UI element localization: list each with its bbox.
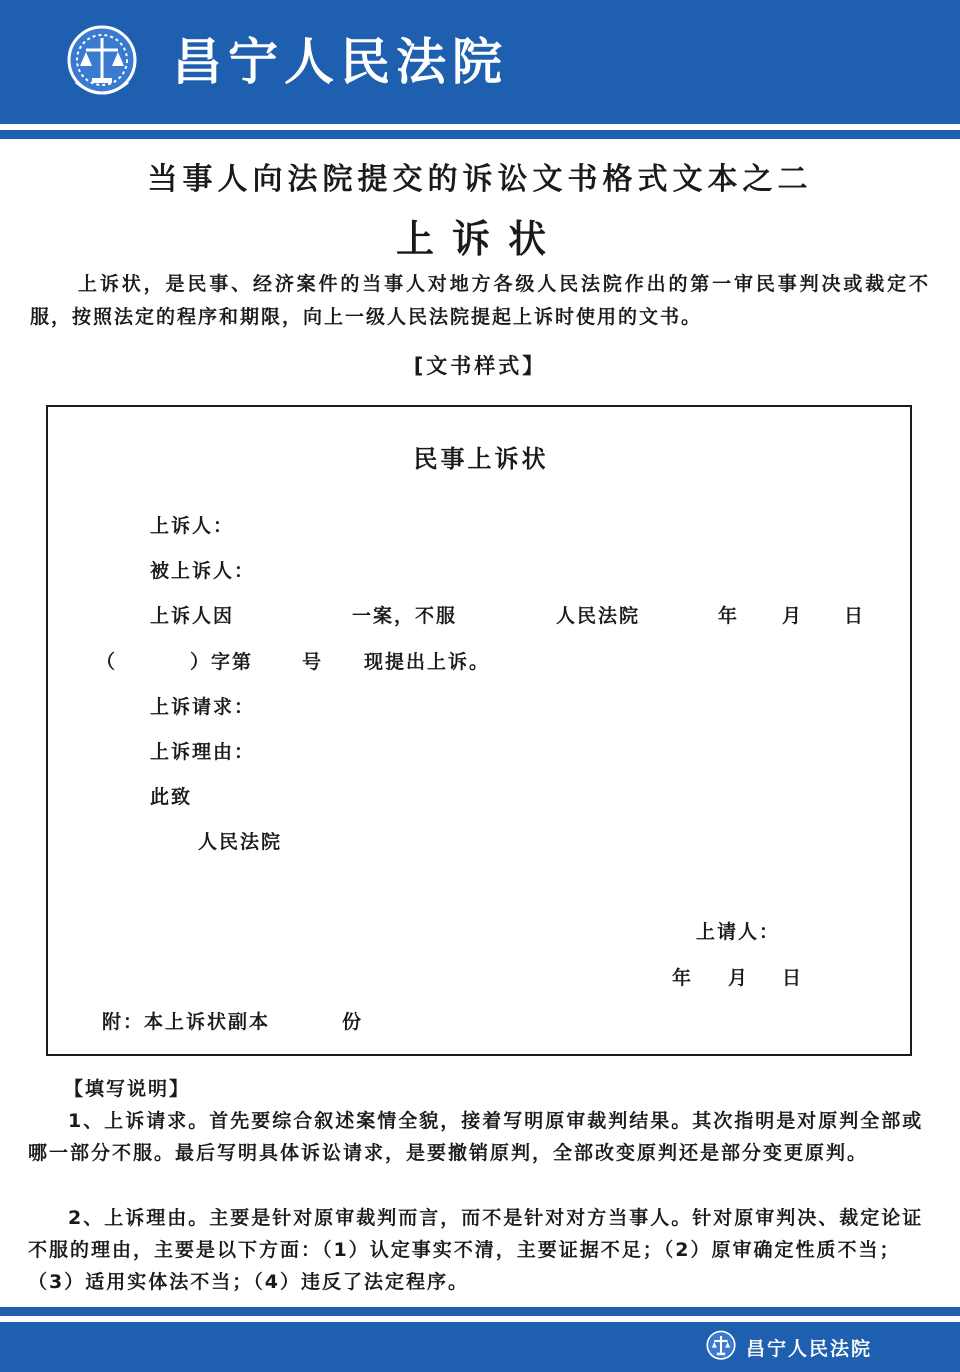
sign-year-label: 年 xyxy=(672,967,694,989)
footer-emblem-icon xyxy=(706,1330,736,1362)
court-addressee: 人民法院 xyxy=(198,831,283,853)
notes-title: 【填写说明】 xyxy=(64,1078,191,1100)
case-text: 一案，不服 xyxy=(352,605,458,627)
copies-label: 份 xyxy=(342,1011,364,1033)
sample-label: [文书样式】 xyxy=(413,354,547,378)
paren-open: （ xyxy=(96,651,118,673)
year-label: 年 xyxy=(718,605,740,627)
to-label: 此致 xyxy=(150,786,193,808)
note-item-2: 2、上诉理由。主要是针对原审裁判而言，而不是针对对方当事人。针对原审判决、裁定论证不服的理由，主要是以下方面：（1）认定事实不清，主要证据不足；（2）原审确定性质不当；（3）适用实体法不当；（4）违反了法定程序。 xyxy=(28,1207,924,1293)
number-label: 号 xyxy=(302,651,324,673)
appellee-label: 被上诉人： xyxy=(150,560,256,582)
paren-close-label: ）字第 xyxy=(190,651,254,673)
sign-month-label: 月 xyxy=(728,967,750,989)
appellant-label: 上诉人： xyxy=(150,515,235,537)
footer-court-name: 昌宁人民法院 xyxy=(746,1338,873,1360)
month-label: 月 xyxy=(782,605,804,627)
signer-label: 上请人： xyxy=(696,921,781,943)
request-label: 上诉请求： xyxy=(150,696,256,718)
intro-paragraph: 上诉状，是民事、经济案件的当事人对地方各级人民法院作出的第一审民事判决或裁定不服，按照法定的程序和期限，向上一级人民法院提起上诉时使用的文书。 xyxy=(30,273,930,328)
footer-stripe xyxy=(0,1307,960,1316)
court-name: 昌宁人民法院 xyxy=(172,33,508,91)
court-emblem-icon xyxy=(66,24,138,100)
appeal-form-box xyxy=(46,405,912,1056)
cause-prefix: 上诉人因 xyxy=(150,605,235,627)
form-title: 民事上诉状 xyxy=(413,445,549,473)
reason-label: 上诉理由： xyxy=(150,741,256,763)
sign-day-label: 日 xyxy=(782,967,804,989)
attachment-label: 附：本上诉状副本 xyxy=(102,1011,271,1033)
court-text: 人民法院 xyxy=(556,605,641,627)
document-title: 当事人向法院提交的诉讼文书格式文本之二 xyxy=(147,162,813,197)
note-item-1: 1、上诉请求。首先要综合叙述案情全貌，接着写明原审裁判结果。其次指明是对原判全部或哪一部分不服。最后写明具体诉讼请求，是要撤销原判，全部改变原判还是部分变更原判。 xyxy=(28,1110,924,1164)
header-stripe xyxy=(0,130,960,139)
now-appeal-text: 现提出上诉。 xyxy=(364,651,491,673)
document-subtitle: 上诉状 xyxy=(395,217,564,261)
day-label: 日 xyxy=(844,605,866,627)
